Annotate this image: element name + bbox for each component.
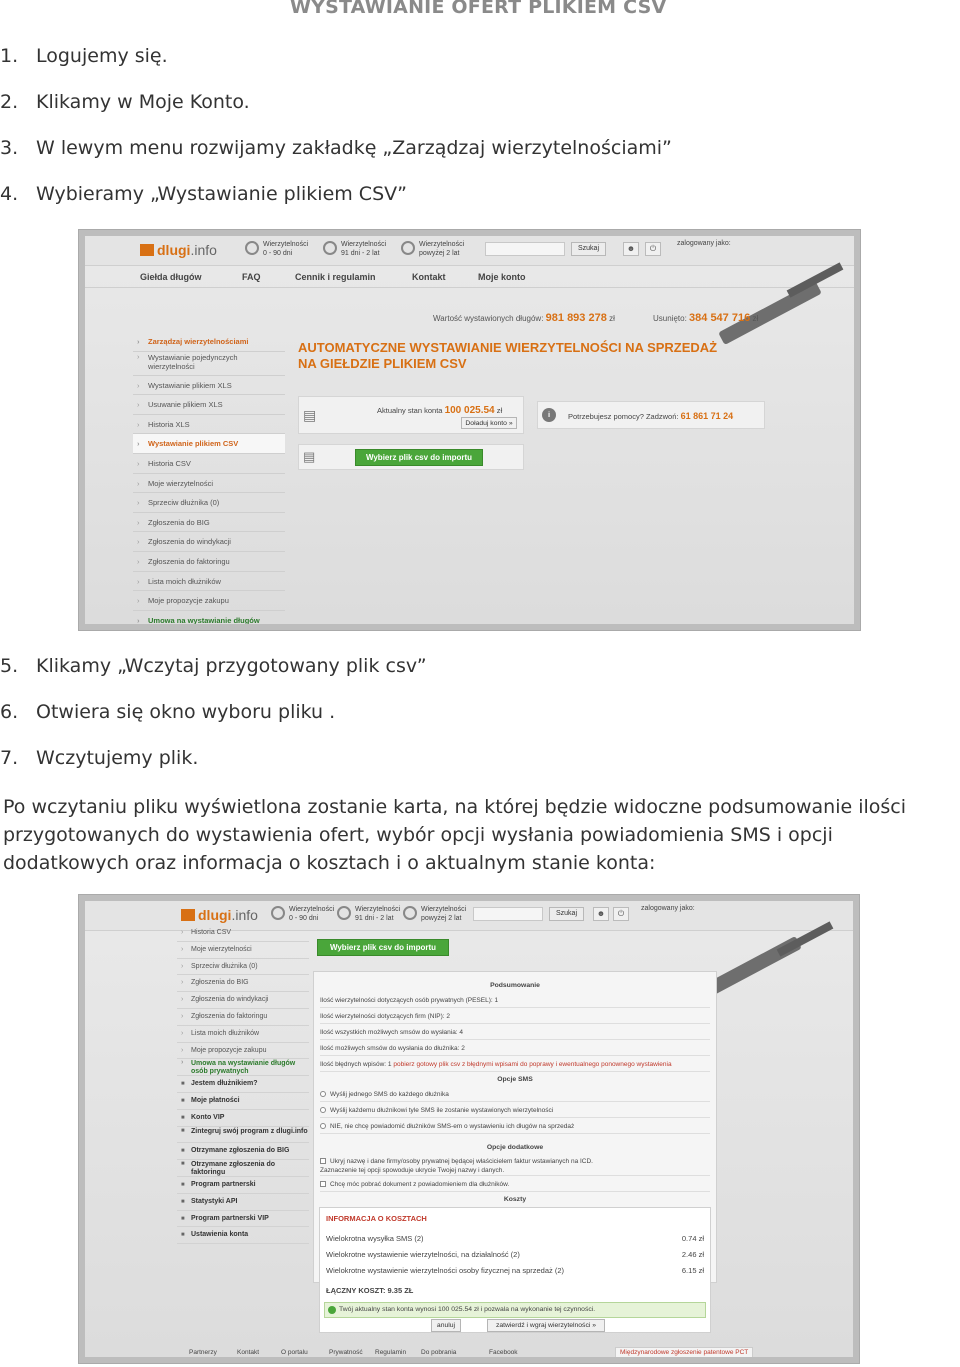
sidebar-item[interactable]: › Zgłoszenia do BIG: [133, 513, 285, 533]
footer-link[interactable]: Facebook: [489, 1349, 518, 1356]
sidebar-item[interactable]: › Historia CSV: [133, 454, 285, 474]
sidebar-item[interactable]: › Zgłoszenia do windykacji: [133, 532, 285, 552]
checkbox[interactable]: [320, 1158, 326, 1164]
nav-faq[interactable]: FAQ: [242, 272, 261, 282]
balance-panel: [298, 396, 524, 434]
cost-value: 0.74 zł: [681, 1234, 704, 1243]
cancel-button[interactable]: anuluj: [431, 1319, 461, 1332]
error-link[interactable]: pobierz gotowy plik csv z błędnymi wpisami do poprawy i ewentualnego ponownego wystawienia: [393, 1061, 672, 1068]
summary-header: Podsumowanie: [490, 982, 540, 989]
costs-header: Koszty: [503, 1196, 527, 1203]
nav-cennik[interactable]: Cennik i regulamin: [295, 272, 376, 282]
stat-0-90[interactable]: Wierzytelności 0 - 90 dni: [271, 905, 334, 923]
topup-button[interactable]: Doładuj konto »: [461, 417, 517, 429]
stat-2plus[interactable]: Wierzytelności powyżej 2 lat: [403, 905, 466, 923]
sidebar-item[interactable]: › Moje propozycje zakupu: [133, 591, 285, 611]
stat-0-90[interactable]: Wierzytelności 0 - 90 dni: [245, 240, 308, 258]
sidebar-item[interactable]: › Zgłoszenia do faktoringu: [133, 552, 285, 572]
debt-value: Wartość wystawionych długów: 981 893 278 zł: [433, 312, 615, 324]
removed-value: Usunięto: 384 547 716 zł: [653, 312, 759, 324]
balance-ok-message: Twój aktualny stan konta wynosi 100 025.54 zł i pozwala na wykonanie tej czynności.: [324, 1302, 706, 1318]
sidebar-item[interactable]: › Wystawianie plikiem XLS: [133, 376, 285, 396]
extra-header: Opcje dodatkowe: [486, 1144, 544, 1151]
clock-icon: [271, 906, 285, 920]
footer-link[interactable]: Kontakt: [237, 1349, 260, 1356]
site-logo[interactable]: dlugi.info: [181, 907, 258, 923]
sidebar-menu: [133, 332, 285, 624]
power-icon[interactable]: ⏻: [645, 242, 661, 256]
screenshot-import-summary: [78, 894, 860, 1364]
balance-label: Aktualny stan konta 100 025.54 zł: [377, 405, 503, 416]
user-icon[interactable]: ☻: [623, 242, 639, 256]
sidebar-item[interactable]: › Moje propozycje zakupu: [177, 1043, 309, 1060]
step-item: 4. Wybieramy „Wystawianie plikiem CSV”: [0, 183, 407, 205]
sidebar-item[interactable]: › Sprzeciw dłużnika (0): [133, 493, 285, 513]
description-paragraph: Po wczytaniu pliku wyświetlona zostanie karta, na której będzie widoczne podsumowanie ilości przygotowanych do wystawienia ofert, wybór opcji wysłania powiadomienia SMS i opcji dodatkowych oraz informacja o kosztach i o aktualnym stanie konta:: [3, 796, 907, 874]
search-button[interactable]: Szukaj: [549, 907, 584, 921]
choose-csv-button[interactable]: Wybierz plik csv do importu: [317, 939, 449, 956]
sms-option[interactable]: Wyślij jednego SMS do każdego dłużnika: [320, 1088, 710, 1102]
sidebar-item[interactable]: ■ Zintegruj swój program z dlugi.info: [177, 1127, 309, 1144]
step-item: 6. Otwiera się okno wyboru pliku .: [0, 701, 336, 723]
sms-option[interactable]: Wyślij każdemu dłużnikowi tyle SMS ile zostanie wystawionych wierzytelności: [320, 1104, 710, 1118]
footer-link[interactable]: Prywatność: [329, 1349, 363, 1356]
sidebar-menu: [177, 925, 309, 1244]
sidebar-item[interactable]: ■ Ustawienia konta: [177, 1227, 309, 1244]
step-item: 3. W lewym menu rozwijamy zakładkę „Zarządzaj wierzytelnościami”: [0, 137, 672, 159]
sidebar-item[interactable]: ■ Moje płatności: [177, 1093, 309, 1110]
logo-icon: [140, 244, 154, 256]
info-icon: i: [542, 408, 556, 422]
sidebar-item[interactable]: ■ Otrzymane zgłoszenia do BIG: [177, 1143, 309, 1160]
sidebar-item[interactable]: › Wystawianie plikiem CSV: [133, 434, 285, 454]
login-label: zalogowany jako:: [677, 240, 731, 247]
site-header: [85, 236, 854, 266]
nav-gielda[interactable]: Giełda długów: [140, 272, 202, 282]
extra-option[interactable]: Ukryj nazwę i dane firmy/osoby prywatnej będącej właścicielem faktur wstawianych na ICD. Zaznaczenie tej opcji spowoduje ukrycie Twojej nazwy i danych.: [320, 1156, 710, 1176]
summary-row: Ilość wszystkich możliwych smsów do wysłania: 4: [320, 1026, 710, 1040]
cost-label: Wielokrotne wystawienie wierzytelności osoby fizycznej na sprzedaż (2): [326, 1266, 565, 1275]
sms-header: Opcje SMS: [497, 1076, 533, 1083]
summary-row: Ilość wierzytelności dotyczących osób prywatnych (PESEL): 1: [320, 994, 710, 1008]
costs-panel: [319, 1207, 711, 1333]
page-title: AUTOMATYCZNE WYSTAWIANIE WIERZYTELNOŚCI NA SPRZEDAŻ NA GIEŁDZIE PLIKIEM CSV: [298, 340, 718, 371]
footer-link[interactable]: Do pobrania: [421, 1349, 457, 1356]
summary-row: Ilość wierzytelności dotyczących firm (NIP): 2: [320, 1010, 710, 1024]
radio-button[interactable]: [320, 1123, 326, 1129]
stat-91-2[interactable]: Wierzytelności 91 dni - 2 lat: [337, 905, 400, 923]
step-item: 7. Wczytujemy plik.: [0, 747, 199, 769]
help-panel: [537, 401, 765, 429]
patent-badge: Międzynarodowe zgłoszenie patentowe PCT: [615, 1347, 753, 1357]
choose-csv-button[interactable]: Wybierz plik csv do importu: [355, 449, 483, 466]
sidebar-item[interactable]: ■ Otrzymane zgłoszenia do faktoringu: [177, 1160, 309, 1177]
steps-list-1: [0, 42, 960, 226]
step-item: 2. Klikamy w Moje Konto.: [0, 91, 250, 113]
login-label: zalogowany jako:: [641, 905, 695, 912]
nav-kontakt[interactable]: Kontakt: [412, 272, 446, 282]
user-icon[interactable]: ☻: [593, 907, 609, 921]
logo-icon: [181, 909, 195, 921]
search-button[interactable]: Szukaj: [571, 242, 606, 256]
sidebar-item[interactable]: ■ Program partnerski: [177, 1177, 309, 1194]
radio-button[interactable]: [320, 1091, 326, 1097]
document-title: WYSTAWIANIE OFERT PLIKIEM CSV: [290, 0, 667, 18]
search-input[interactable]: [485, 242, 565, 256]
clock-icon: [403, 906, 417, 920]
radio-button[interactable]: [320, 1107, 326, 1113]
footer-link[interactable]: O portalu: [281, 1349, 308, 1356]
confirm-upload-button[interactable]: zatwierdź i wgraj wierzytelności »: [487, 1319, 605, 1332]
steps-list-2: [0, 652, 960, 790]
clock-icon: [401, 241, 415, 255]
stat-2plus[interactable]: Wierzytelności powyżej 2 lat: [401, 240, 464, 258]
sidebar-item[interactable]: › Umowa na wystawianie długów osób prywatnych: [177, 1059, 309, 1076]
sidebar-item[interactable]: ■ Program partnerski VIP: [177, 1211, 309, 1228]
sidebar-item[interactable]: ■ Statystyki API: [177, 1194, 309, 1211]
sidebar-item[interactable]: › Zarządzaj wierzytelnościami: [133, 332, 285, 352]
extra-option[interactable]: Chcę móc pobrać dokument z powiadomieniem dla dłużników.: [320, 1178, 710, 1192]
sidebar-item[interactable]: › Zgłoszenia do BIG: [177, 975, 309, 992]
nav-moje-konto[interactable]: Moje konto: [478, 272, 526, 282]
power-icon[interactable]: ⏻: [613, 907, 629, 921]
help-text: Potrzebujesz pomocy? Zadzwoń: 61 861 71 24: [568, 411, 734, 421]
sidebar-item[interactable]: › Moje wierzytelności: [177, 942, 309, 959]
cost-value: 6.15 zł: [681, 1266, 704, 1275]
sidebar-item[interactable]: › Lista moich dłużników: [177, 1026, 309, 1043]
sidebar-item[interactable]: › Wystawianie pojedynczych wierzytelności: [133, 352, 285, 376]
file-icon: ▤: [303, 449, 316, 464]
clock-icon: [323, 241, 337, 255]
clock-icon: [337, 906, 351, 920]
sidebar-item[interactable]: › Zgłoszenia do faktoringu: [177, 1009, 309, 1026]
cost-value: 2.46 zł: [681, 1250, 704, 1259]
sidebar-item[interactable]: › Historia XLS: [133, 415, 285, 435]
stat-91-2[interactable]: Wierzytelności 91 dni - 2 lat: [323, 240, 386, 258]
site-logo[interactable]: dlugi.info: [140, 242, 217, 258]
sidebar-item[interactable]: › Moje wierzytelności: [133, 474, 285, 494]
checkbox[interactable]: [320, 1181, 326, 1187]
search-input[interactable]: [473, 907, 543, 921]
sidebar-item[interactable]: ■ Jestem dłużnikiem?: [177, 1076, 309, 1093]
costs-title: INFORMACJA O KOSZTACH: [326, 1214, 427, 1223]
sidebar-item[interactable]: › Lista moich dłużników: [133, 572, 285, 592]
sidebar-item[interactable]: › Zgłoszenia do windykacji: [177, 992, 309, 1009]
import-panel: [298, 444, 524, 470]
error-row: Ilość błędnych wpisów: 1 pobierz gotowy plik csv z błędnymi wpisami do poprawy i ewentualnego ponownego wystawienia: [320, 1058, 710, 1072]
sms-option[interactable]: NIE, nie chcę powiadomić dłużników SMS-em o wystawieniu ich długów na sprzedaż: [320, 1120, 710, 1134]
footer-link[interactable]: Regulamin: [375, 1349, 407, 1356]
sidebar-item[interactable]: › Umowa na wystawianie długów: [133, 611, 285, 624]
clock-icon: [245, 241, 259, 255]
cost-label: Wielokrotna wysyłka SMS (2): [326, 1234, 424, 1243]
summary-row: Ilość możliwych smsów do wysłania do dłużnika: 2: [320, 1042, 710, 1056]
footer-link[interactable]: Partnerzy: [189, 1349, 217, 1356]
sidebar-item[interactable]: › Historia CSV: [177, 925, 309, 942]
step-item: 5. Klikamy „Wczytaj przygotowany plik csv”: [0, 655, 427, 677]
total-cost: ŁĄCZNY KOSZT: 9.35 ZŁ: [326, 1286, 414, 1295]
sidebar-item[interactable]: › Usuwanie plikiem XLS: [133, 395, 285, 415]
screenshot-csv-page: [78, 229, 861, 631]
wallet-icon: ▤: [303, 407, 317, 423]
main-nav: [85, 266, 854, 288]
sidebar-item[interactable]: › Sprzeciw dłużnika (0): [177, 959, 309, 976]
sidebar-item[interactable]: ■ Konto VIP: [177, 1110, 309, 1127]
step-item: 1. Logujemy się.: [0, 45, 168, 67]
cost-label: Wielokrotne wystawienie wierzytelności, na działalność (2): [326, 1250, 520, 1259]
